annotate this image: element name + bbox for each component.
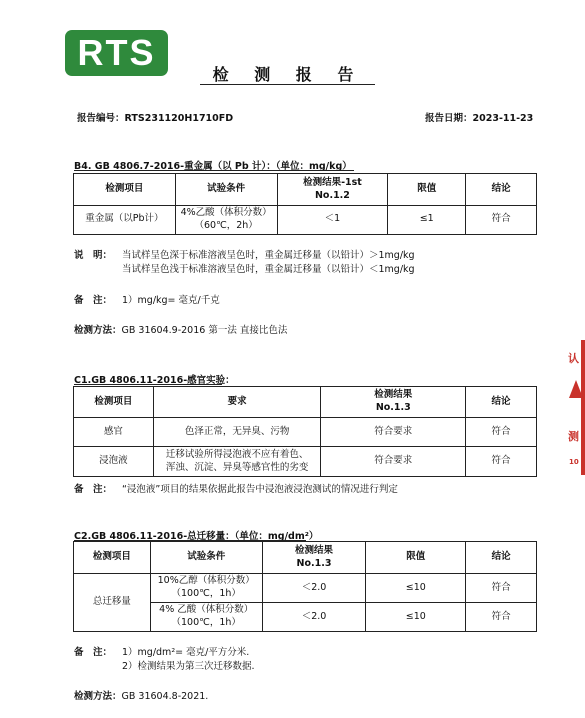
b4-item: 重金属（以Pb计）: [74, 206, 176, 235]
c2-remark-2: 2）检测结果为第三次迁移数据.: [122, 661, 255, 672]
c2-condition-2-line1: 4% 乙酸（体积分数）: [159, 604, 254, 616]
c2-heading: C2.GB 4806.11-2016-总迁移量：（单位：mg/dm²）: [74, 531, 319, 542]
c2-method: [74, 690, 208, 704]
table-row: [74, 418, 537, 447]
page-title: 检 测 报 告: [212, 65, 364, 84]
b4-condition-line2: （60℃，2h）: [194, 219, 258, 231]
c2-result-1: ＜2.0: [262, 574, 366, 603]
c1-item-1: 感官: [74, 418, 154, 447]
side-tab-text-2: 测: [568, 430, 579, 443]
c1-header-result-line2: No.1.3: [375, 402, 411, 413]
c2-condition-1-line2: （100℃，1h）: [171, 588, 241, 599]
b4-condition-line1: 4%乙酸（体积分数）: [180, 207, 272, 218]
c2-condition-2: [150, 603, 262, 632]
c1-header-result: [321, 387, 466, 418]
b4-table: [73, 173, 537, 235]
c2-remark-label: 备 注：: [74, 647, 113, 658]
b4-remark: [74, 294, 220, 308]
c2-header-item: 检测项目: [74, 542, 151, 574]
b4-method-label: 检测方法：: [74, 325, 122, 336]
c1-remark-text: “浸泡液”项目的结果依据此报告中浸泡液浸泡测试的情况进行判定: [122, 484, 398, 495]
c2-header-conclusion: 结论: [466, 542, 537, 574]
b4-header-result-line1: 检测结果-1st: [303, 176, 362, 188]
c1-header-item: 检测项目: [74, 387, 154, 418]
b4-header-condition: 试验条件: [175, 174, 277, 206]
c1-result-2: 符合要求: [321, 447, 466, 477]
b4-header-conclusion: 结论: [466, 174, 537, 206]
c2-header-condition: 试验条件: [150, 542, 262, 574]
c1-item-2: 浸泡液: [74, 447, 154, 477]
report-date-label: 报告日期：: [425, 113, 473, 124]
c2-limit-2: ≤10: [366, 603, 466, 632]
report-number: [77, 110, 233, 124]
c2-conclusion-1: 符合: [466, 574, 537, 603]
b4-heading: B4. GB 4806.7-2016-重金属（以 Pb 计）：（单位：mg/kg）: [74, 161, 352, 172]
table-row: [74, 447, 537, 477]
c2-header-result-line2: No.1.3: [296, 557, 332, 569]
logo-text: RTS: [77, 32, 156, 73]
b4-limit: ≤1: [388, 206, 466, 235]
c1-req-2-line1: 迁移试验所得浸泡液不应有着色、: [165, 448, 309, 460]
c2-condition-1-line1: 10%乙醇（体积分数）: [157, 575, 255, 587]
side-tab-triangle-icon: [569, 380, 583, 398]
c2-condition-1: [150, 574, 262, 603]
c2-method-label: 检测方法：: [74, 691, 122, 702]
c1-heading-rule: [74, 384, 222, 385]
c1-result-1: 符合要求: [321, 418, 466, 447]
b4-method-text: GB 31604.9-2016 第一法 直接比色法: [121, 325, 288, 336]
b4-header-result-line2: No.1.2: [314, 189, 350, 201]
b4-header-limit: 限值: [388, 174, 466, 206]
report-date: [425, 110, 533, 124]
b4-method: [74, 324, 287, 338]
table-row: [74, 206, 537, 235]
table-row: [74, 574, 537, 603]
rts-logo: [65, 30, 168, 76]
c1-table: [73, 386, 537, 477]
c1-remark: [74, 483, 398, 497]
b4-condition: [175, 206, 277, 235]
c1-req-2: [153, 447, 321, 477]
c2-limit-1: ≤10: [366, 574, 466, 603]
b4-conclusion: 符合: [466, 206, 537, 235]
b4-header-item: 检测项目: [74, 174, 176, 206]
b4-notes-label: 说 明：: [74, 250, 113, 261]
c2-header-result-line1: 检测结果: [295, 544, 334, 556]
c1-conclusion-2: 符合: [466, 447, 537, 477]
c1-header-requirement: 要求: [153, 387, 321, 418]
c1-req-1: 色泽正常，无异臭、污物: [153, 418, 321, 447]
b4-remark-label: 备 注：: [74, 295, 113, 306]
b4-notes: [74, 249, 415, 277]
b4-heading-rule: [74, 170, 354, 171]
title-underline: [200, 84, 375, 85]
c2-remark: [74, 646, 255, 674]
side-tab-text-3: 10: [569, 458, 579, 466]
c2-remark-1: 1）mg/dm²= 毫克/平方分米.: [122, 647, 250, 658]
b4-remark-text: 1）mg/kg= 毫克/千克: [122, 295, 220, 306]
c2-condition-2-line2: （100℃，1h）: [171, 617, 241, 628]
b4-result: ＜1: [277, 206, 388, 235]
c1-header-conclusion: 结论: [466, 387, 537, 418]
c2-item: 总迁移量: [74, 574, 151, 632]
c1-remark-label: 备 注：: [74, 484, 113, 495]
c1-heading: C1.GB 4806.11-2016-感官实验：: [74, 375, 235, 386]
report-date-value: 2023-11-23: [472, 113, 534, 124]
c1-conclusion-1: 符合: [466, 418, 537, 447]
b4-header-result: [277, 174, 388, 206]
c2-table: [73, 541, 537, 632]
side-tab-bar: [581, 340, 585, 475]
c2-header-result: [262, 542, 366, 574]
c2-result-2: ＜2.0: [262, 603, 366, 632]
side-tab-text-1: 认: [568, 352, 579, 365]
c2-conclusion-2: 符合: [466, 603, 537, 632]
report-number-value: RTS231120H1710FD: [124, 113, 234, 124]
c2-method-text: GB 31604.8-2021.: [121, 691, 209, 702]
c1-header-result-line1: 检测结果: [374, 389, 413, 401]
c1-req-2-line2: 浑浊、沉淀、异臭等感官性的劣变: [165, 461, 309, 473]
report-number-label: 报告编号：: [77, 113, 125, 124]
c2-header-limit: 限值: [366, 542, 466, 574]
b4-note-1: 当试样呈色深于标准溶液呈色时，重金属迁移量（以铅计）＞1mg/kg: [122, 250, 415, 261]
b4-note-2: 当试样呈色浅于标准溶液呈色时，重金属迁移量（以铅计）＜1mg/kg: [122, 264, 415, 275]
